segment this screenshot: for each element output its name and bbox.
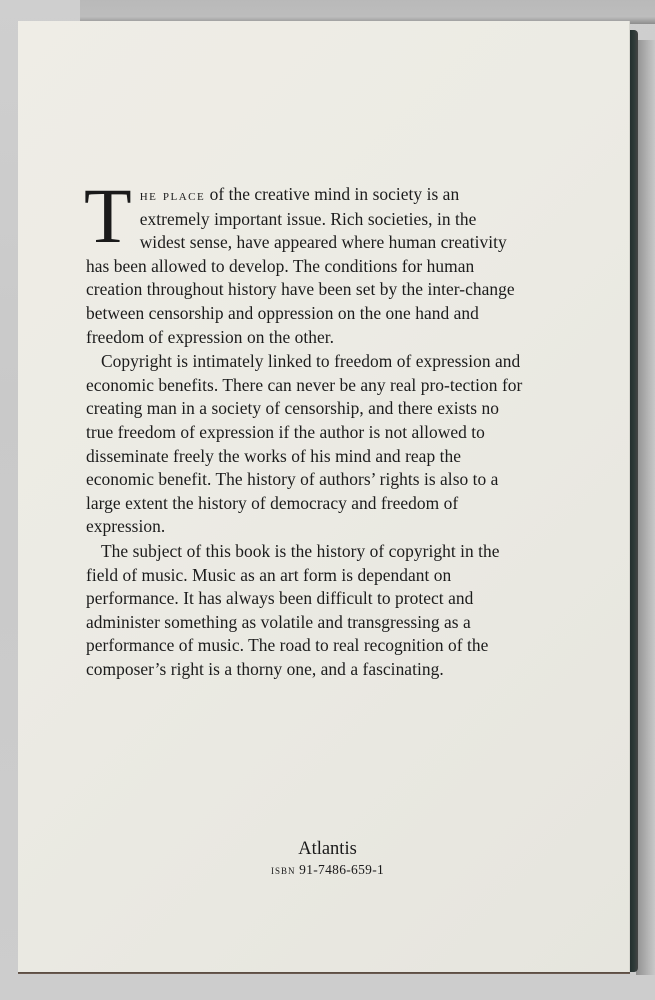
paragraph-2: Copyright is intimately linked to freedom of expression and economic benefits. There can never be any real pro-tection for creating man in a society of censorship, and there exists no true freedom of expression if the author is not allowed to disseminate freely the works of his mind and reap the economic benefit. The history of authors’ rights is also to a large extent the history of democracy and freedom of expression. xyxy=(86,351,523,537)
blurb-text xyxy=(84,172,526,681)
drop-cap: T xyxy=(84,172,132,259)
publisher-name: Atlantis xyxy=(298,839,357,859)
paragraph-1-text: of the creative mind in society is an extremely important issue. Rich societies, in the widest sense, have appeared where human creativity has been allowed to develop. The conditions for human creation throughout history have been set by the inter-change between censorship and oppression on the one hand and freedom of expression on the other. xyxy=(86,184,515,347)
spine-shadow xyxy=(636,40,655,975)
paragraph-3: The subject of this book is the history of copyright in the field of music. Music as an art form is dependant on performance. It has always been difficult to protect and administer something as volatile and transgressing as a performance of music. The road to real recognition of the composer’s right is a thorny one, and a fascinating. xyxy=(86,540,500,679)
lead-in-smallcaps: he place xyxy=(139,187,206,204)
isbn xyxy=(0,862,655,878)
paragraph-1 xyxy=(84,172,526,349)
isbn-number: 91-7486-659-1 xyxy=(299,862,385,877)
isbn-label: isbn xyxy=(270,862,296,877)
